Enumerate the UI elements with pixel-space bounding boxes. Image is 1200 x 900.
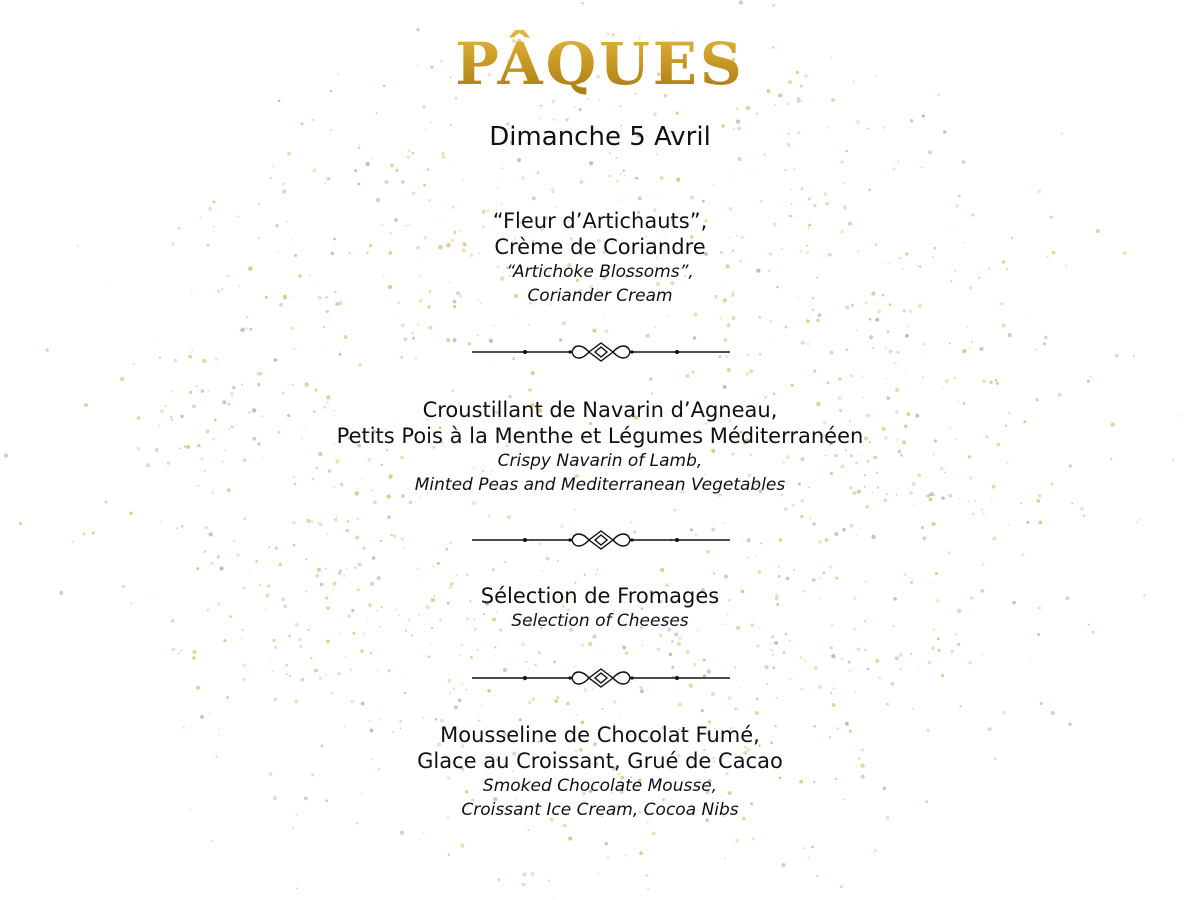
course-french-line: Glace au Croissant, Grué de Cacao	[417, 749, 783, 773]
course-french-line: Sélection de Fromages	[480, 584, 720, 608]
course-main	[0, 397, 1200, 497]
course-english-line: “Artichoke Blossoms”,	[506, 262, 694, 282]
course-english-line: Coriander Cream	[527, 286, 673, 306]
course-english-line: Crispy Navarin of Lamb,	[497, 451, 703, 471]
course-dessert	[0, 722, 1200, 822]
ornamental-flourish-icon	[470, 340, 732, 364]
course-english-line: Selection of Cheeses	[511, 611, 689, 631]
course-cheese	[0, 583, 1200, 633]
course-french-line: Croustillant de Navarin d’Agneau,	[422, 398, 778, 422]
course-french-line: Mousseline de Chocolat Fumé,	[440, 723, 760, 747]
course-starter	[0, 208, 1200, 308]
course-english-line: Minted Peas and Mediterranean Vegetables	[414, 475, 786, 495]
course-english-line: Croissant Ice Cream, Cocoa Nibs	[461, 800, 739, 820]
menu-title: PÂQUES	[0, 30, 1200, 98]
ornamental-flourish-icon	[470, 528, 732, 552]
course-english-line: Smoked Chocolate Mousse,	[482, 776, 718, 796]
menu-date: Dimanche 5 Avril	[489, 122, 711, 152]
course-french-line: Crème de Coriandre	[494, 235, 706, 259]
course-french-line: Petits Pois à la Menthe et Légumes Méditerranéen	[336, 424, 864, 448]
ornamental-flourish-icon	[470, 666, 732, 690]
course-french-line: “Fleur d’Artichauts”,	[492, 209, 708, 233]
